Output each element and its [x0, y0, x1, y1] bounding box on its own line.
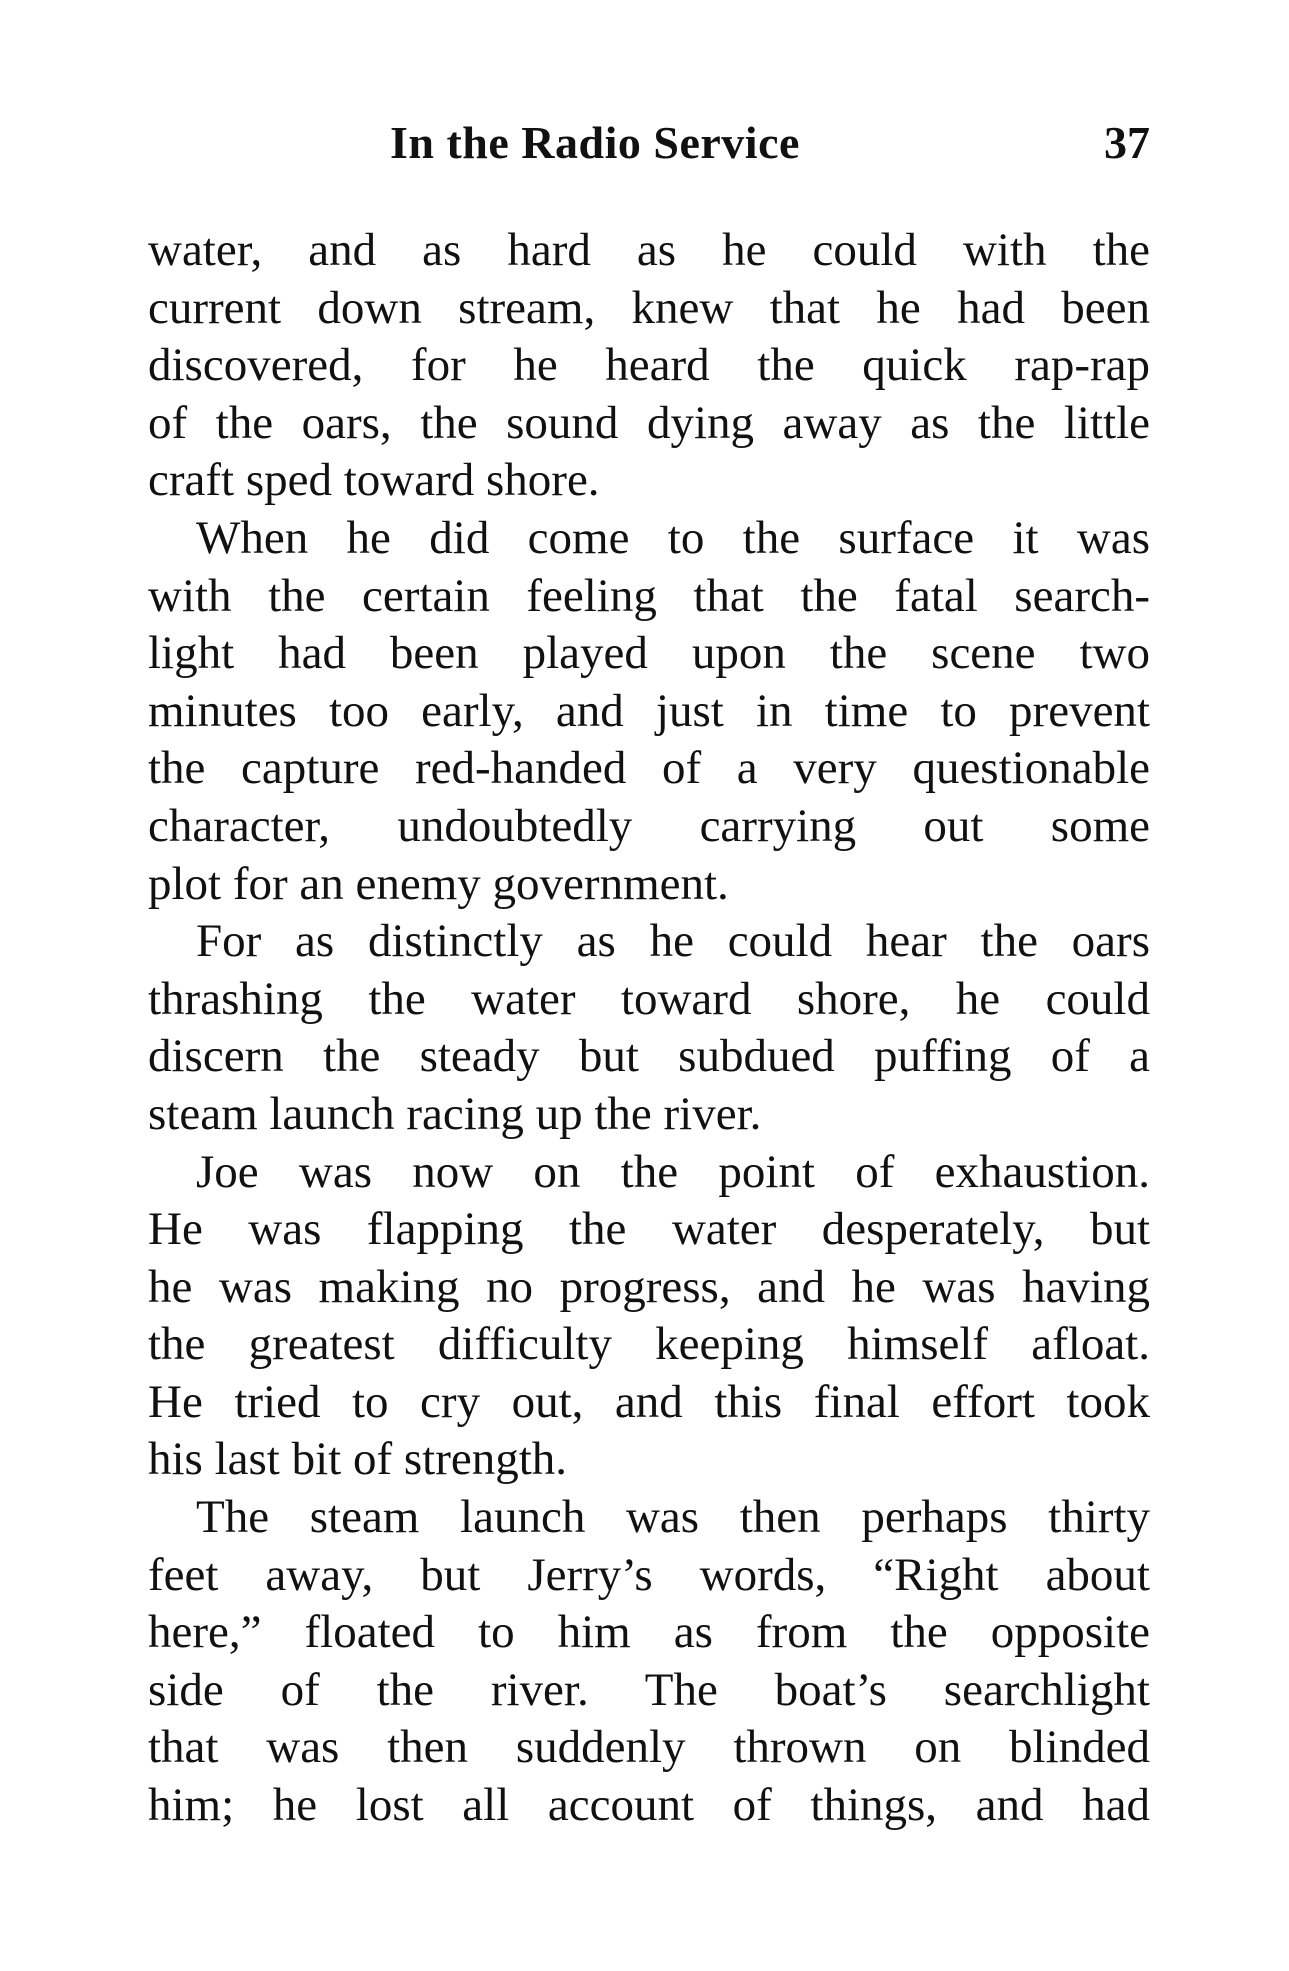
text-line: Joe was now on the point of exhaustion.	[196, 1145, 1150, 1198]
running-head	[148, 112, 1150, 174]
text-line: steam launch racing up the river.	[148, 1087, 762, 1140]
body-text	[148, 222, 1150, 1835]
text-line: current down stream, knew that he had been	[148, 281, 1150, 334]
text-line: plot for an enemy government.	[148, 857, 729, 910]
text-line: light had been played upon the scene two	[148, 627, 1150, 680]
text-line: character, undoubtedly carrying out some	[148, 799, 1150, 852]
text-line: craft sped toward shore.	[148, 454, 600, 507]
page-number: 37	[1104, 117, 1150, 168]
text-line: discovered, for he heard the quick rap-rap	[148, 339, 1150, 392]
text-line: that was then suddenly thrown on blinded	[148, 1721, 1150, 1774]
text-line: He was flapping the water desperately, but	[148, 1203, 1150, 1256]
text-line: minutes too early, and just in time to prevent	[148, 684, 1150, 737]
text-line: the greatest difficulty keeping himself afloat.	[148, 1318, 1150, 1371]
text-line: When he did come to the surface it was	[196, 511, 1150, 564]
text-line: For as distinctly as he could hear the oars	[196, 915, 1150, 968]
text-line: side of the river. The boat’s searchlight	[148, 1663, 1150, 1716]
text-line: here,” floated to him as from the opposite	[148, 1606, 1150, 1659]
running-head-title: In the Radio Service	[390, 117, 800, 168]
text-line: the capture red-handed of a very questionable	[148, 742, 1150, 795]
text-line: with the certain feeling that the fatal search-	[148, 569, 1150, 622]
text-line: thrashing the water toward shore, he could	[148, 972, 1150, 1025]
text-line: his last bit of strength.	[148, 1433, 568, 1486]
text-line: of the oars, the sound dying away as the little	[148, 396, 1150, 449]
text-line: water, and as hard as he could with the	[148, 224, 1150, 276]
text-line: feet away, but Jerry’s words, “Right about	[148, 1548, 1150, 1601]
text-line: he was making no progress, and he was having	[148, 1260, 1150, 1313]
text-line: him; he lost all account of things, and had	[148, 1779, 1150, 1832]
text-line: The steam launch was then perhaps thirty	[196, 1491, 1150, 1544]
text-line: He tried to cry out, and this final effort took	[148, 1375, 1150, 1428]
text-line: discern the steady but subdued puffing of a	[148, 1030, 1150, 1083]
